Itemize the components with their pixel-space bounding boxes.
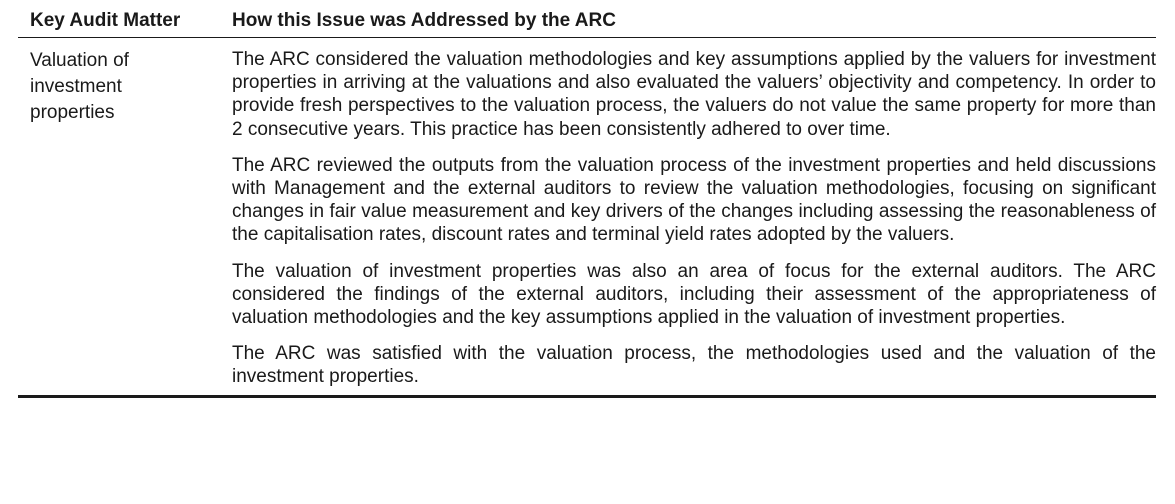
header-key-audit-matter: Key Audit Matter — [30, 10, 181, 31]
response-paragraph-3: The valuation of investment properties was also an area of focus for the external auditors. The ARC considered the findings of the external auditors, including their assessment of the appropriateness of valuation methodologies and the key assumptions applied in the valuation of investment properties. — [232, 260, 1156, 329]
table-header-row — [18, 8, 1156, 38]
response-cell — [214, 48, 1156, 389]
key-audit-matters-table — [18, 8, 1156, 398]
matter-label: Valuation of investment properties — [30, 50, 129, 123]
response-paragraph-4: The ARC was satisfied with the valuation process, the methodologies used and the valuation of the investment properties. — [232, 343, 1156, 388]
table-row — [18, 38, 1156, 398]
response-paragraph-1: The ARC considered the valuation methodologies and key assumptions applied by the valuers for investment properties in arriving at the valuations and also evaluated the valuers’ objectivity and competency. In order to provide fresh perspectives to the valuation process, the valuers do not value the same property for more than 2 consecutive years. This practice has been consistently adhered to over time. — [232, 49, 1156, 140]
matter-cell — [18, 48, 214, 389]
header-how-addressed: How this Issue was Addressed by the ARC — [232, 10, 616, 31]
response-paragraph-2: The ARC reviewed the outputs from the valuation process of the investment properties and held discussions with Management and the external auditors to review the valuation methodologies, focusing on significant changes in fair value measurement and key drivers of the changes including assessing the reasonableness of the capitalisation rates, discount rates and terminal yield rates adopted by the valuers. — [232, 154, 1156, 246]
